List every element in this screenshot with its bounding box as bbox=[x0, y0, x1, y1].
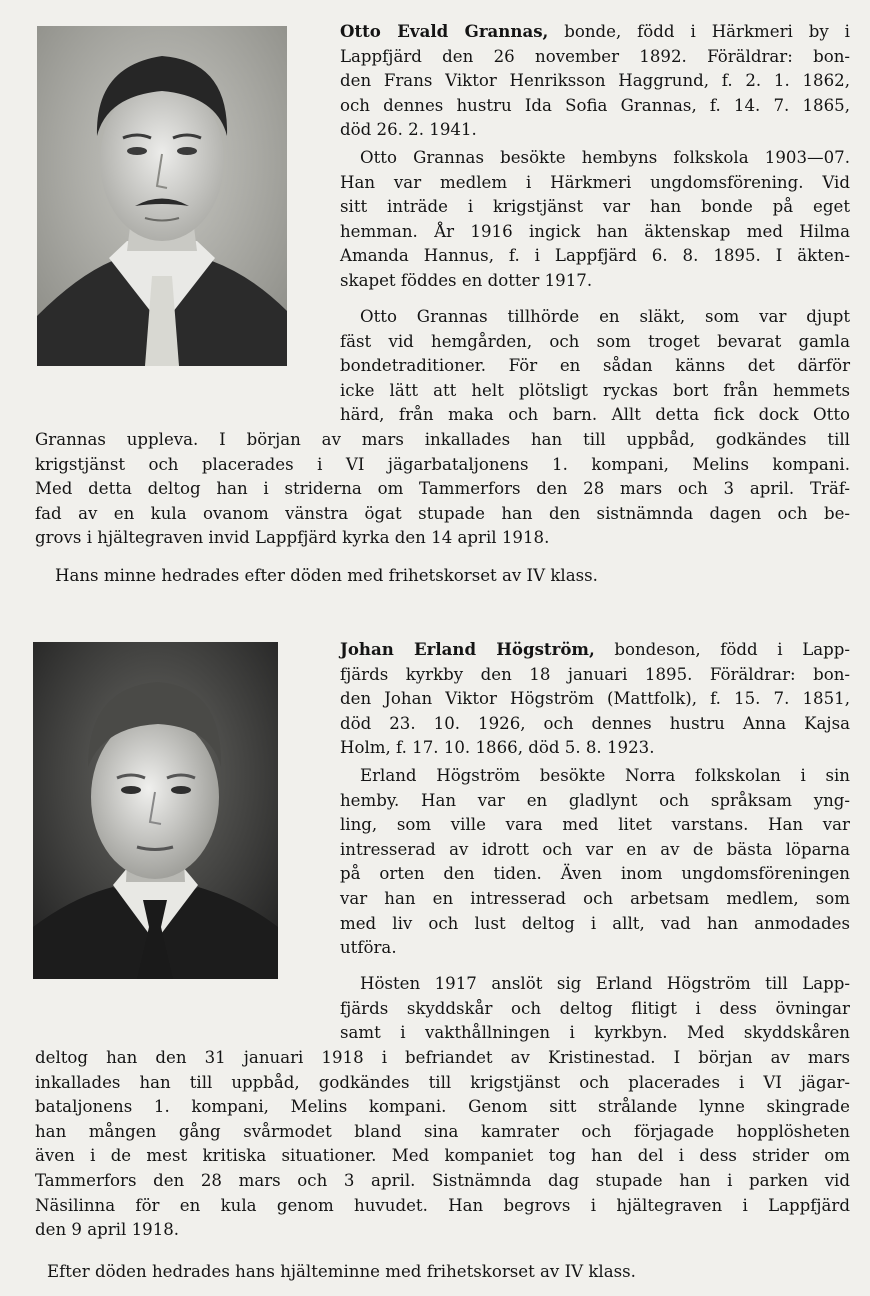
entry1-paragraph-1: Otto Evald Grannas, bonde, född i Härkmeri by i Lappfjärd den 26 november 1892. Föräldrar: bon- den Frans Viktor Henriksson Haggrund, f. 2. 1. 1862, och dennes hustru Ida Sofia Grannas, f. 14. 7. 1865, död 26. 2. 1941. bbox=[340, 21, 850, 140]
entry1-name: Otto Evald Grannas, bbox=[340, 21, 549, 41]
entry2-paragraph-3-continued: deltog han den 31 januari 1918 i befriandet av Kristinestad. I början av mars inkallades han till uppbåd, godkändes till krigstjänst och placerades i VI jägar- bataljonens 1. kompani, Melins kompani. Genom sitt strålande lynne skingrade han mången gång svårmodet bland sina kamrater och förjagade hopplösheten även i de mest kritiska situationer. Med kompaniet tog han del i dess strider om Tammerfors den 28 mars och 3 april. Sistnämnda dag stupade han i parken vid Näsilinna för en kula genom huvudet. Han begrovs i hjältegraven i Lappfjärd den 9 april 1918. bbox=[35, 1048, 850, 1240]
entry1-paragraph-3: Otto Grannas tillhörde en släkt, som var djupt fäst vid hemgården, och som troget bevarat gamla bondetraditioner. För en sådan känns det därför icke lätt att helt plötsligt ryckas bort från hemmets härd, från maka och barn. Allt detta fick dock Otto bbox=[340, 307, 850, 425]
entry2-name: Johan Erland Högström, bbox=[340, 639, 595, 659]
entry1-paragraph-4: Hans minne hedrades efter döden med frihetskorset av IV klass. bbox=[55, 566, 598, 585]
portrait-photo-johan-erland-hogstrom bbox=[33, 642, 278, 979]
entry2-paragraph-1: Johan Erland Högström, bondeson, född i Lapp- fjärds kyrkby den 18 januari 1895. Föräldrar: bon- den Johan Viktor Högström (Mattfolk), f. 15. 7. 1851, död 23. 10. 1926, och dennes hustru Anna Kajsa Holm, f. 17. 10. 1866, död 5. 8. 1923. bbox=[340, 639, 851, 758]
entry1-paragraph-2: Otto Grannas besökte hembyns folkskola 1903—07. Han var medlem i Härkmeri ungdomsförening. Vid sitt inträde i krigstjänst var han bonde på eget hemman. År 1916 ingick han äktenskap med Hilma Amanda Hannus, f. i Lappfjärd 6. 8. 1895. I äkten- skapet föddes en dotter 1917. bbox=[340, 148, 850, 290]
portrait-photo-otto-grannas bbox=[37, 26, 287, 366]
entry2-paragraph-3: Hösten 1917 anslöt sig Erland Högström till Lapp- fjärds skyddskår och deltog flitigt i dess övningar samt i vakthållningen i kyrkbyn. Med skyddskåren bbox=[340, 974, 850, 1043]
entry1-paragraph-3-continued: Grannas uppleva. I början av mars inkallades han till uppbåd, godkändes till krigstjänst och placerades i VI jägarbataljonens 1. kompani, Melins kompani. Med detta deltog han i striderna om Tammerfors den 28 mars och 3 april. Träf- fad av en kula ovanom vänstra ögat stupade han den sistnämnda dagen och be- grovs i hjältegraven invid Lappfjärd kyrka den 14 april 1918. bbox=[35, 430, 850, 548]
entry2-paragraph-4: Efter döden hedrades hans hjälteminne med frihetskorset av IV klass. bbox=[47, 1262, 636, 1281]
entry2-paragraph-2: Erland Högström besökte Norra folkskolan i sin hemby. Han var en gladlynt och språksam yng- ling, som ville vara med litet varstans. Han var intresserad av idrott och var en av de bästa löparna på orten den tiden. Även inom ungdomsföreningen var han en intresserad och arbetsam medlem, som med liv och lust deltog i allt, vad han anmodades utföra. bbox=[340, 766, 850, 958]
